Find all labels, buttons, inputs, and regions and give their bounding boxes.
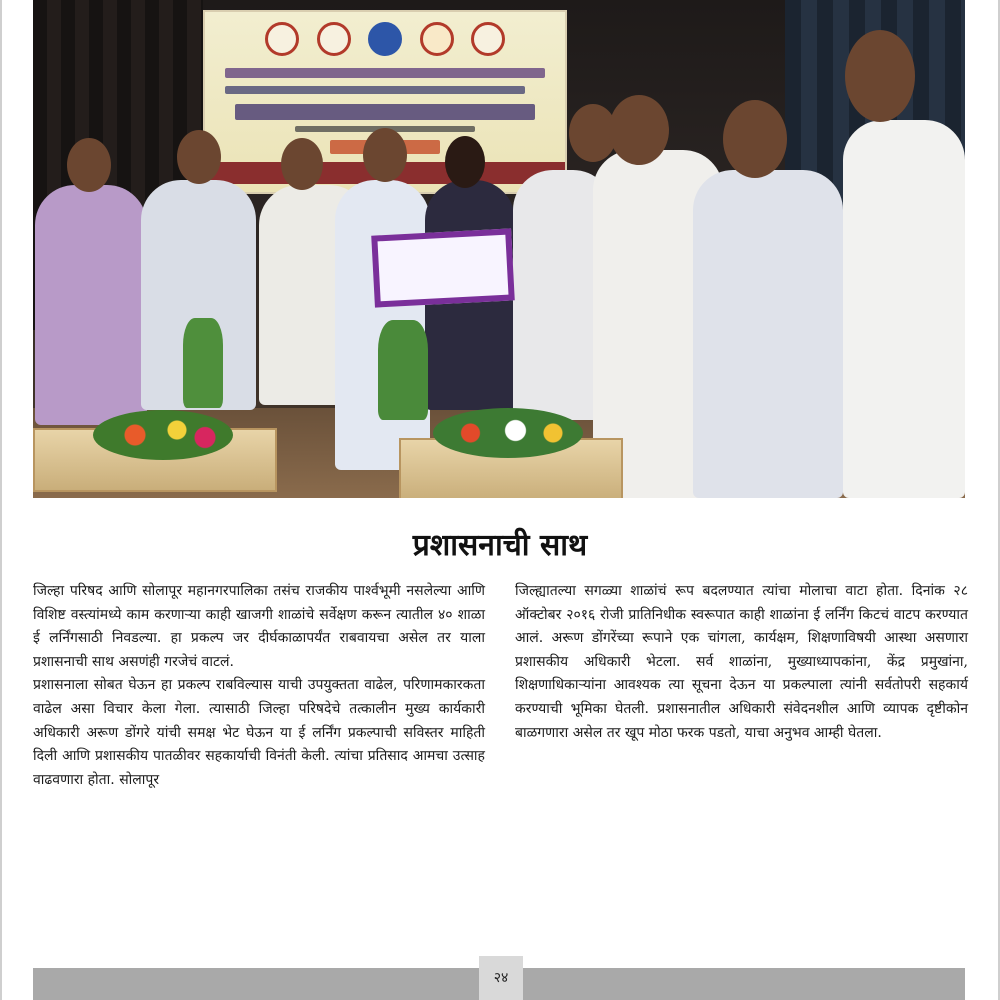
- banner-text-line: [225, 68, 545, 78]
- person: [35, 185, 147, 425]
- flower-arrangement: [93, 410, 233, 460]
- banner-text-line: [235, 104, 535, 120]
- paragraph: जिल्हा परिषद आणि सोलापूर महानगरपालिका तसंच राजकीय पार्श्वभूमी नसलेल्या आणि विशिष्ट वस्त्यांमध्ये काम करणाऱ्या काही खाजगी शाळांचे सर्वेक्षण करून त्यातील ४० शाळा ई लर्निंगसाठी निवडल्या. हा प्रकल्प जर दीर्घकाळापर्यंत राबवायचा असेल तर याला प्रशासनाची साथ असणंही गरजेचं वाटलं.: [33, 583, 485, 670]
- person-head: [723, 100, 787, 178]
- banner-logo-icon: [420, 22, 454, 56]
- article-column-left: [33, 580, 485, 792]
- article-column-right: [515, 580, 968, 745]
- person-head: [609, 95, 669, 165]
- paragraph: जिल्ह्यातल्या सगळ्या शाळांचं रूप बदलण्यात त्यांचा मोलाचा वाटा होता. दिनांक २८ ऑक्टोबर २०१६ रोजी प्रातिनिधीक स्वरूपात काही शाळांना ई लर्निंग किटचं वाटप करण्यात आलं. अरूण डोंगरेंच्या रूपाने एक चांगला, कार्यक्षम, शिक्षणाविषयी आस्था असणारा प्रशासकीय अधिकारी भेटला. सर्व शाळांना, मुख्याध्यापकांना, केंद्र प्रमुखांना, शिक्षणाधिकाऱ्यांना आवश्यक त्या सूचना देऊन या प्रकल्पाला त्यांनी सर्वतोपरी सहकार्य करण्याची भूमिका घेतली. प्रशासनातील अधिकारी संवेदनशील आणि व्यापक दृष्टीकोन बाळगणारा असेल तर खूप मोठा फरक पडतो, याचा अनुभव आम्ही घेतला.: [515, 583, 968, 741]
- award-ceremony-photo: [33, 0, 965, 498]
- person-head: [67, 138, 111, 192]
- person-head: [845, 30, 915, 122]
- paragraph: प्रशासनाला सोबत घेऊन हा प्रकल्प राबविल्यास याची उपयुक्तता वाढेल, परिणामकारकता वाढेल असा विचार केला गेला. त्यासाठी जिल्हा परिषदेचे तत्कालीन मुख्य कार्यकारी अधिकारी अरूण डोंगरे यांची समक्ष भेट घेऊन या ई लर्निंग प्रकल्पाची सविस्तर माहिती दिली आणि प्रशासकीय पातळीवर सहकार्याची विनंती केली. त्यांचा प्रतिसाद आमचा उत्साह वाढवणारा होता. सोलापूर: [33, 677, 485, 788]
- banner-logo-icon: [368, 22, 402, 56]
- page-number: २४: [479, 956, 523, 1000]
- person-head: [281, 138, 323, 190]
- flower-arrangement: [433, 408, 583, 458]
- banner-logo-icon: [471, 22, 505, 56]
- award-plaque: [371, 228, 515, 307]
- person-head: [363, 128, 407, 182]
- banner-logos: [265, 22, 505, 58]
- person-head: [445, 136, 485, 188]
- potted-plant: [378, 320, 428, 420]
- banner-logo-icon: [317, 22, 351, 56]
- person: [693, 170, 843, 498]
- page-border-left: [0, 0, 2, 1000]
- article-title: प्रशासनाची साथ: [412, 528, 588, 563]
- person-head: [177, 130, 221, 184]
- banner-text-line: [225, 86, 525, 94]
- banner-logo-icon: [265, 22, 299, 56]
- potted-plant: [183, 318, 223, 408]
- person: [843, 120, 965, 498]
